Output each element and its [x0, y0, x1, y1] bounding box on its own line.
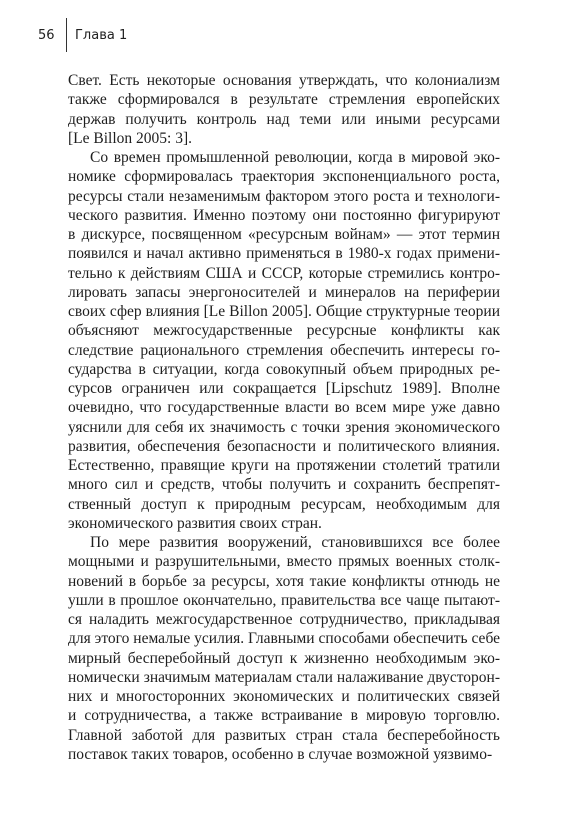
- text-line: Главной заботой для развитых стран стала бесперебойность: [68, 726, 500, 744]
- text-line: сударства в ситуации, когда совокупный объем природных ре-: [68, 360, 500, 378]
- text-line: своих сфер влияния [Le Billon 2005]. Общие структурные теории: [68, 303, 500, 320]
- text-line: мощными и разрушительными, вместо прямых военных столк-: [68, 553, 500, 571]
- text-line: и сотрудничества, а также встраивание в мировую торговлю.: [68, 707, 500, 725]
- text-line: ресурсы стали незаменимым фактором этого роста и технологи-: [68, 187, 500, 205]
- text-line: ушли в прошлое окончательно, правительства все чаще пытают-: [68, 591, 500, 609]
- body-text: [68, 71, 500, 764]
- text-line: появился и начал активно применяться в 1980-х годах примени-: [68, 245, 500, 263]
- text-line: номически значимым материалам стали налаживание двусторон-: [68, 668, 500, 686]
- text-line: объясняют межгосударственные ресурсные конфликты как: [68, 322, 500, 340]
- text-line: поставок таких товаров, особенно в случае возможной уязвимо-: [68, 745, 493, 763]
- paragraph: [68, 533, 500, 764]
- text-line: мирный бесперебойный доступ к жизненно необходимым эко-: [68, 649, 500, 667]
- text-line: держав получить контроль над теми или иными ресурсами: [68, 110, 500, 128]
- text-line: Свет. Есть некоторые основания утверждать, что колониализм: [68, 72, 500, 89]
- text-line: развития, обеспечения безопасности и политического влияния.: [68, 437, 500, 455]
- text-line: [Le Billon 2005: 3].: [68, 129, 192, 147]
- text-line: также сформировался в результате стремления европейских: [68, 91, 500, 109]
- paragraph: [68, 71, 500, 148]
- text-line: для этого немалые усилия. Главными способами обеспечить себе: [68, 630, 500, 648]
- text-line: много сил и средств, чтобы получить и сохранить беспрепят-: [68, 476, 500, 494]
- text-line: Естественно, правящие круги на протяжении столетий тратили: [68, 457, 500, 474]
- header-divider: [66, 18, 67, 52]
- running-header: [38, 18, 127, 52]
- text-line: ся наладить межгосударственное сотрудничество, прикладывая: [68, 611, 500, 628]
- text-line: Со времен промышленной революции, когда в мировой эко-: [90, 149, 500, 166]
- text-line: лировать запасы энергоносителей и минералов на периферии: [68, 283, 500, 301]
- text-line: тельно к действиям США и СССР, которые стремились контро-: [68, 264, 500, 282]
- text-line: ственный доступ к природным ресурсам, необходимым для: [68, 495, 500, 513]
- page-number: 56: [38, 27, 55, 43]
- text-line: номике сформировалась траектория экспоненциального роста,: [68, 168, 500, 186]
- chapter-title: Глава 1: [75, 27, 128, 43]
- text-line: в дискурсе, посвященном «ресурсным войнам» — этот термин: [68, 226, 500, 243]
- text-line: очевидно, что государственные власти во всем мире уже давно: [68, 399, 500, 417]
- text-line: них и многосторонних экономических и политических связей: [68, 688, 500, 705]
- text-line: ческого развития. Именно поэтому они постоянно фигурируют: [68, 206, 500, 224]
- text-line: По мере развития вооружений, становившихся все более: [90, 534, 500, 551]
- text-line: новений в борьбе за ресурсы, хотя такие конфликты отнюдь не: [68, 572, 500, 590]
- text-line: следствие рационального стремления обеспечить интересы го-: [68, 341, 500, 359]
- text-line: уяснили для себя их значимость с точки зрения экономического: [68, 418, 500, 436]
- text-line: экономического развития своих стран.: [68, 514, 322, 532]
- text-line: сурсов ограничен или сокращается [Lipschutz 1989]. Вполне: [68, 380, 500, 397]
- paragraph: [68, 148, 500, 533]
